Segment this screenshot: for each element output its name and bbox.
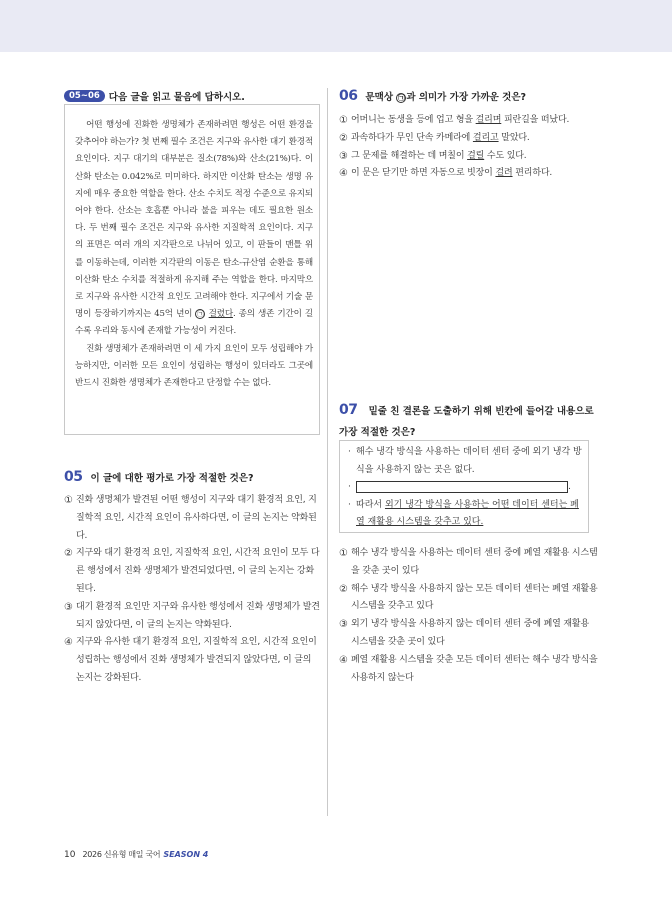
condition-text: 해수 냉각 방식을 사용하는 데이터 센터 중에 외기 냉각 방식을 사용하지 않는 곳은 없다. xyxy=(356,447,582,475)
option-text xyxy=(351,148,599,166)
condition-text xyxy=(356,479,584,497)
bullet-icon: · xyxy=(348,482,351,493)
option-text-part: 어머니는 동생을 등에 업고 형을 xyxy=(351,115,476,125)
option-text: 해수 냉각 방식을 사용하는 데이터 센터 중에 폐열 재활용 시스템을 갖춘 곳이 있다 xyxy=(351,548,598,576)
option-marker: ③ xyxy=(64,601,73,613)
blank-suffix: . xyxy=(568,482,571,493)
q07-options xyxy=(339,545,599,687)
option-marker: ① xyxy=(339,548,348,559)
condition-premise-1 xyxy=(348,444,584,479)
book-title: 2026 신유형 매일 국어 xyxy=(82,850,161,859)
question-number: 05 xyxy=(64,469,83,485)
option-text: 해수 냉각 방식을 사용하지 않는 모든 데이터 센터는 폐열 재활용 시스템을 갖추고 있다 xyxy=(351,583,598,612)
option-text-part: 과속하다가 무인 단속 카메라에 xyxy=(351,132,473,143)
answer-option[interactable] xyxy=(339,130,599,148)
page-footer xyxy=(64,849,208,860)
marker-giyeok: ㉠ xyxy=(197,310,204,319)
answer-option[interactable] xyxy=(339,616,599,652)
option-text xyxy=(351,130,599,148)
option-text-part: 수도 있다. xyxy=(484,150,527,161)
option-text: 폐열 재활용 시스템을 갖춘 모든 데이터 센터는 해수 냉각 방식을 사용하지 않는다 xyxy=(351,654,598,683)
passage-box xyxy=(64,104,320,435)
condition-premise-2 xyxy=(348,479,584,497)
underlined-word: 걸려 xyxy=(495,168,513,179)
page-number: 10 xyxy=(64,850,76,860)
underlined-word: 걸릴 xyxy=(467,150,485,161)
option-marker: ① xyxy=(64,495,73,506)
answer-option[interactable] xyxy=(64,599,320,635)
top-banner xyxy=(0,0,672,52)
bullet-icon: · xyxy=(348,499,351,510)
underlined-word: 걸렸다 xyxy=(208,309,233,320)
question-text: 이 글에 대한 평가로 가장 적절한 것은? xyxy=(90,473,254,484)
underlined-word: 걸리며 xyxy=(475,115,502,125)
question-text-part: 과 의미가 가장 가까운 것은? xyxy=(406,92,527,103)
option-marker: ④ xyxy=(339,654,348,666)
question-07-header xyxy=(339,399,599,441)
option-marker: ④ xyxy=(64,637,73,649)
passage-text: . 종의 생존 기간이 길수록 우리와 동시에 존재할 가능성이 커진다. xyxy=(75,309,313,337)
question-text: 밑줄 친 결론을 도출하기 위해 빈칸에 들어갈 내용으로 가장 적절한 것은? xyxy=(339,406,594,438)
option-marker: ② xyxy=(339,132,348,144)
answer-option[interactable] xyxy=(339,545,599,581)
question-05-header xyxy=(64,469,254,485)
option-text: 진화 생명체가 발견된 어떤 행성이 지구와 대기 환경적 요인, 지질학적 요인, 시간적 요인이 유사하다면, 이 글의 논지는 약화된다. xyxy=(76,495,317,541)
answer-option[interactable] xyxy=(64,492,320,545)
option-text-part: 이 문은 닫기만 하면 자동으로 빗장이 xyxy=(351,168,496,179)
passage-paragraph-2: 진화 생명체가 존재하려면 이 세 가지 요인이 모두 성립해야 가능하지만, 이러한 모든 요인이 성립하는 행성이 있더라도 그곳에 반드시 진화한 생명체가 존재한다고 단정할 수는 없다. xyxy=(75,343,313,389)
question-06-header xyxy=(339,88,526,104)
option-text: 외기 냉각 방식을 사용하지 않는 데이터 센터 중에 폐열 재활용 시스템을 갖춘 곳이 있다 xyxy=(351,619,589,647)
question-number: 07 xyxy=(339,402,358,418)
option-text-part: 피란길을 떠났다. xyxy=(501,115,570,125)
passage-instruction: 다음 글을 읽고 물음에 답하시오. xyxy=(108,92,245,103)
answer-option[interactable] xyxy=(64,545,320,598)
answer-option[interactable] xyxy=(339,652,599,688)
answer-option[interactable] xyxy=(339,165,599,183)
option-marker: ④ xyxy=(339,168,348,180)
underlined-conclusion: 외기 냉각 방식을 사용하는 어떤 데이터 센터는 폐열 재활용 시스템을 갖추고 있다. xyxy=(356,499,579,528)
option-marker: ② xyxy=(64,548,73,560)
question-text-part: 문맥상 xyxy=(365,92,397,103)
answer-option[interactable] xyxy=(64,634,320,687)
q06-options xyxy=(339,112,599,183)
column-divider xyxy=(327,88,328,816)
option-text-part: 말았다. xyxy=(498,132,530,143)
option-text: 지구와 유사한 대기 환경적 요인, 지질학적 요인, 시간적 요인이 성립하는 행성에서 진화 생명체가 발견되지 않았다면, 이 글의 논지는 강화된다. xyxy=(76,637,317,683)
q05-options xyxy=(64,492,320,688)
answer-option[interactable] xyxy=(339,148,599,166)
option-text xyxy=(351,112,599,130)
season-label: SEASON 4 xyxy=(163,850,209,859)
option-text-part: 편리하다. xyxy=(512,168,553,179)
option-text xyxy=(351,165,599,183)
passage-paragraph-1 xyxy=(75,117,313,341)
option-text: 지구와 대기 환경적 요인, 지질학적 요인, 시간적 요인이 모두 다른 행성에서 진화 생명체가 발견되었다면, 이 글의 논지는 강화된다. xyxy=(76,548,320,594)
option-marker: ① xyxy=(339,115,348,126)
condition-conclusion xyxy=(348,497,584,532)
option-marker: ② xyxy=(339,583,348,595)
condition-text xyxy=(356,497,584,532)
condition-box xyxy=(339,440,589,533)
option-text-part: 그 문제를 해결하는 데 며칠이 xyxy=(351,150,468,161)
answer-blank[interactable] xyxy=(356,481,568,493)
answer-option[interactable] xyxy=(339,112,599,130)
conclusion-prefix: 따라서 xyxy=(356,499,385,510)
option-text: 대기 환경적 요인만 지구와 유사한 행성에서 진화 생명체가 발견되지 않았다면, 이 글의 논지는 약화된다. xyxy=(76,601,320,630)
passage-header xyxy=(64,89,245,103)
question-number: 06 xyxy=(339,88,358,104)
answer-option[interactable] xyxy=(339,581,599,617)
passage-text: 어떤 행성에 진화한 생명체가 존재하려면 행성은 어떤 환경을 갖추어야 하는가? 첫 번째 필수 조건은 지구와 유사한 대기 환경적 요인이다. 지구 대기의 대부분은 질소(78%)와 산소(21%)다. 이산화 탄소는 0.042%로 미미하다. 하지만 이산화 탄소는 생명 유지에 매우 중요한 역할을 한다. 산소 수치도 적정 수준으로 유지되어야 한다. 산소는 호흡뿐 아니라 불을 피우는 데도 필요한 원소다. 두 번째 필수 조건은 지구와 유사한 지질학적 요인이다. 지구의 표면은 여러 개의 지각판으로 나뉘어 있고, 이 판들이 맨틀 위를 이동하는데, 이러한 지각판의 이동은 탄소-규산염 순환을 통해 이산화 탄소 수치를 적절하게 유지해 주는 역할을 한다. 마지막으로 지구와 유사한 시간적 요인도 고려해야 한다. 지구에서 기술 문명이 등장하기까지는 45억 년이 xyxy=(75,120,313,320)
bullet-icon: · xyxy=(348,447,351,457)
underlined-word: 걸리고 xyxy=(472,132,499,143)
question-range-badge: 05~06 xyxy=(64,90,105,102)
option-marker: ③ xyxy=(339,619,348,631)
question-text xyxy=(365,89,526,103)
option-marker: ③ xyxy=(339,150,348,162)
marker-giyeok: ㉠ xyxy=(397,94,405,102)
